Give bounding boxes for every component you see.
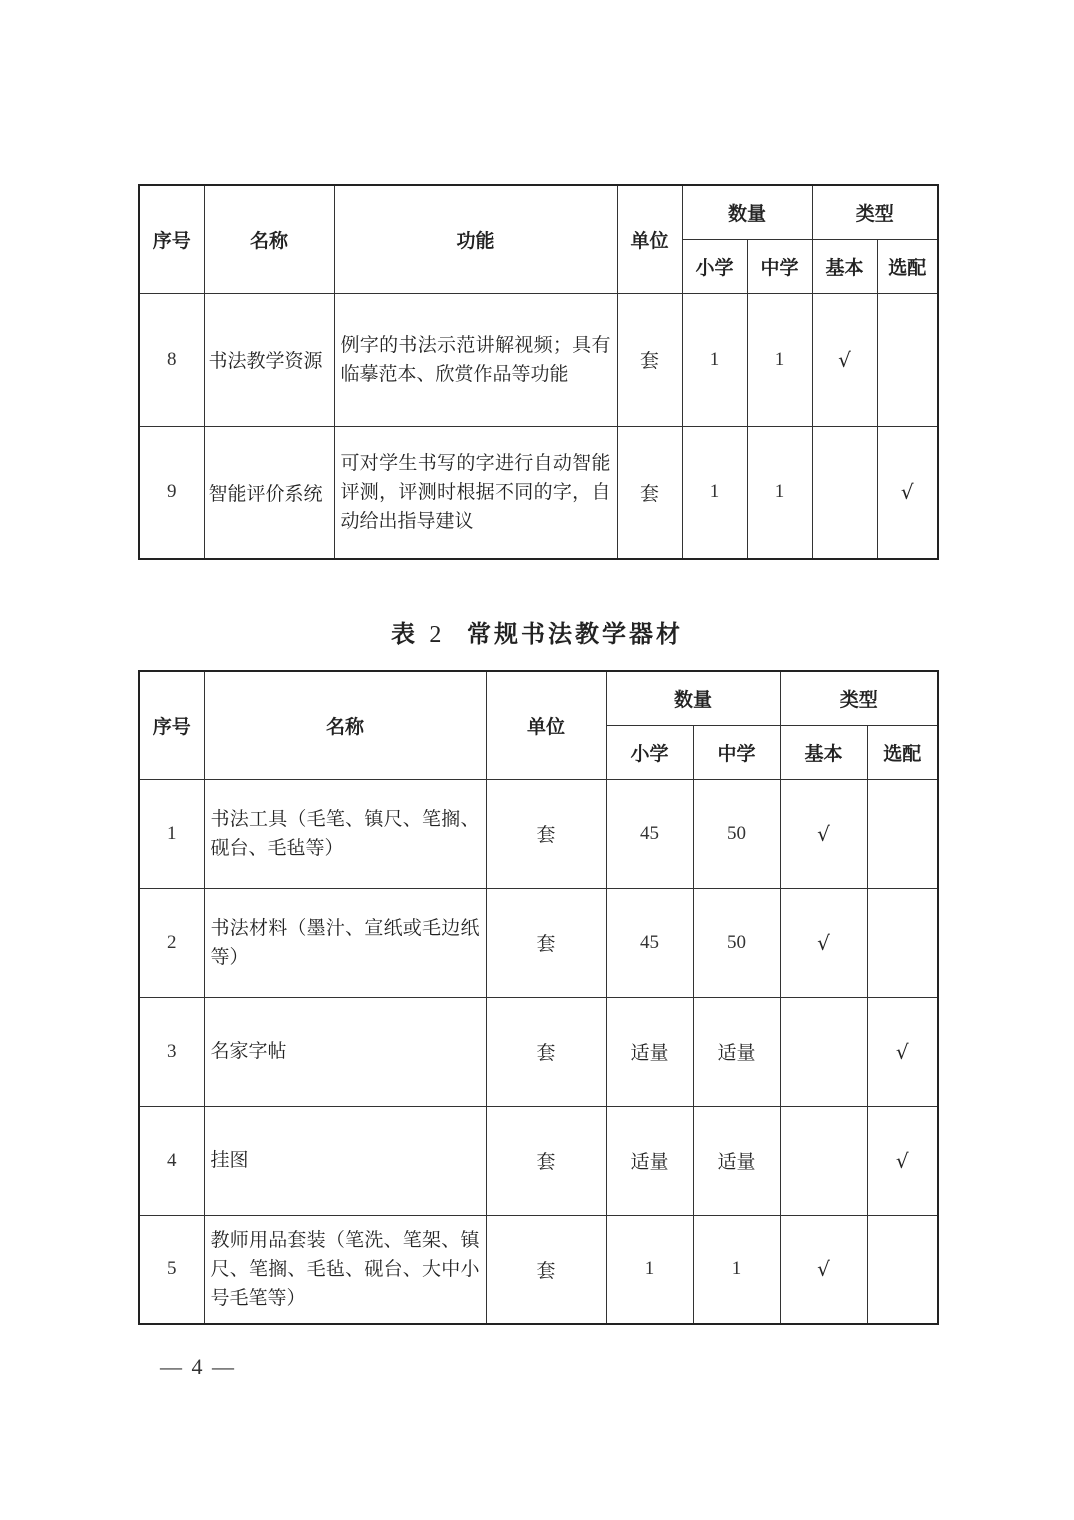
table-title-text: 常规书法教学器材 [467, 620, 684, 648]
cell-middle: 50 [693, 888, 780, 997]
table-row [139, 1106, 938, 1215]
cell-middle: 1 [747, 426, 812, 559]
cell-primary: 适量 [606, 1106, 693, 1215]
cell-optional [867, 779, 938, 888]
cell-name: 教师用品套装（笔洗、笔架、镇尺、笔搁、毛毡、砚台、大中小号毛笔等） [204, 1215, 486, 1324]
cell-name: 智能评价系统 [204, 426, 334, 559]
equipment-table-digital [138, 184, 939, 560]
cell-optional [877, 293, 938, 426]
header-name: 名称 [204, 185, 334, 293]
cell-optional: √ [867, 1106, 938, 1215]
header-quantity: 数量 [682, 185, 812, 239]
cell-basic [780, 1106, 867, 1215]
table-title [0, 614, 1074, 649]
table-title-prefix: 表 [390, 620, 418, 648]
cell-primary: 1 [682, 426, 747, 559]
cell-primary: 45 [606, 888, 693, 997]
page-number: — 4 — [160, 1354, 236, 1379]
header-middle: 中学 [747, 239, 812, 293]
header-function: 功能 [334, 185, 617, 293]
cell-name: 名家字帖 [204, 997, 486, 1106]
cell-name: 书法工具（毛笔、镇尺、笔搁、砚台、毛毡等） [204, 779, 486, 888]
cell-primary: 适量 [606, 997, 693, 1106]
header-basic: 基本 [812, 239, 877, 293]
cell-function: 例字的书法示范讲解视频；具有临摹范本、欣赏作品等功能 [334, 293, 617, 426]
header-seq: 序号 [139, 185, 204, 293]
table-row [139, 779, 938, 888]
cell-middle: 1 [747, 293, 812, 426]
cell-basic [812, 426, 877, 559]
cell-function: 可对学生书写的字进行自动智能评测，评测时根据不同的字，自动给出指导建议 [334, 426, 617, 559]
header-basic: 基本 [780, 725, 867, 779]
header-name: 名称 [204, 671, 486, 779]
header-unit: 单位 [486, 671, 606, 779]
cell-name: 书法教学资源 [204, 293, 334, 426]
cell-middle: 适量 [693, 1106, 780, 1215]
cell-primary: 1 [606, 1215, 693, 1324]
table-row [139, 1215, 938, 1324]
cell-middle: 50 [693, 779, 780, 888]
header-quantity: 数量 [606, 671, 780, 725]
cell-unit: 套 [486, 997, 606, 1106]
cell-name: 挂图 [204, 1106, 486, 1215]
cell-basic: √ [812, 293, 877, 426]
cell-unit: 套 [486, 1106, 606, 1215]
cell-seq: 8 [139, 293, 204, 426]
cell-basic: √ [780, 779, 867, 888]
cell-seq: 9 [139, 426, 204, 559]
cell-middle: 适量 [693, 997, 780, 1106]
header-primary: 小学 [682, 239, 747, 293]
cell-unit: 套 [617, 293, 682, 426]
header-middle: 中学 [693, 725, 780, 779]
table-row [139, 888, 938, 997]
cell-name: 书法材料（墨汁、宣纸或毛边纸等） [204, 888, 486, 997]
cell-seq: 1 [139, 779, 204, 888]
header-type: 类型 [780, 671, 938, 725]
table-title-number: 2 [429, 622, 445, 648]
cell-optional [867, 1215, 938, 1324]
cell-optional: √ [877, 426, 938, 559]
cell-basic: √ [780, 888, 867, 997]
cell-optional: √ [867, 997, 938, 1106]
cell-unit: 套 [486, 1215, 606, 1324]
header-optional: 选配 [877, 239, 938, 293]
table-row [139, 293, 938, 426]
header-optional: 选配 [867, 725, 938, 779]
cell-basic: √ [780, 1215, 867, 1324]
cell-primary: 1 [682, 293, 747, 426]
cell-seq: 4 [139, 1106, 204, 1215]
header-seq: 序号 [139, 671, 204, 779]
equipment-table-regular [138, 670, 939, 1325]
table-row [139, 426, 938, 559]
header-unit: 单位 [617, 185, 682, 293]
cell-basic [780, 997, 867, 1106]
cell-unit: 套 [486, 779, 606, 888]
cell-seq: 5 [139, 1215, 204, 1324]
cell-optional [867, 888, 938, 997]
header-type: 类型 [812, 185, 938, 239]
table-row [139, 997, 938, 1106]
cell-unit: 套 [617, 426, 682, 559]
cell-seq: 3 [139, 997, 204, 1106]
cell-primary: 45 [606, 779, 693, 888]
header-primary: 小学 [606, 725, 693, 779]
cell-seq: 2 [139, 888, 204, 997]
cell-middle: 1 [693, 1215, 780, 1324]
cell-unit: 套 [486, 888, 606, 997]
